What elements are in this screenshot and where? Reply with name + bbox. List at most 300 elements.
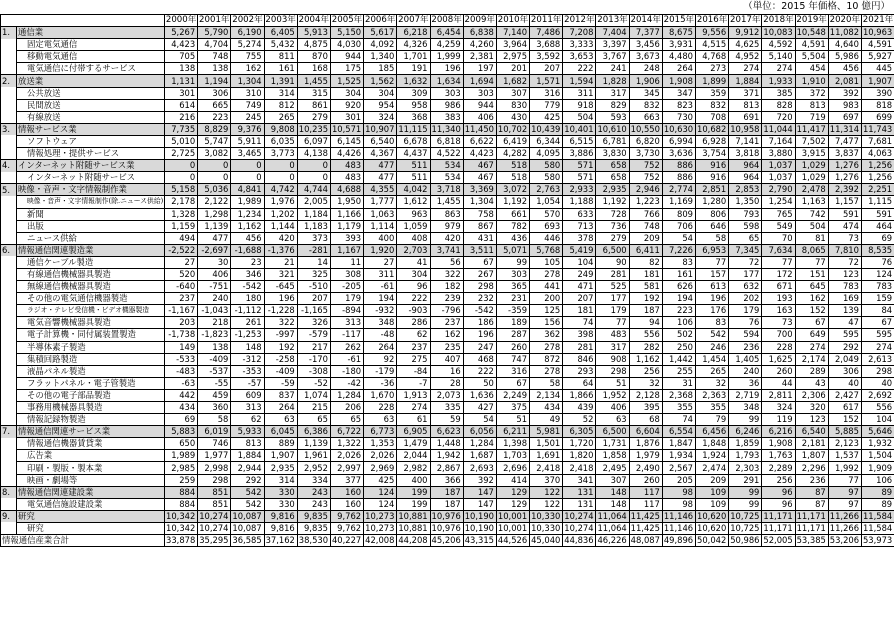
value-cell: 918 (563, 99, 596, 111)
value-cell: 1,448 (430, 438, 463, 450)
value-cell: 11,450 (463, 123, 496, 135)
value-cell: 595 (828, 329, 861, 341)
row-label: 広告業 (17, 450, 165, 462)
value-cell: 406 (198, 268, 231, 280)
row-label: 情報通信関連建設業 (17, 486, 165, 498)
value-cell: 10,571 (330, 123, 363, 135)
value-cell: 1,632 (397, 75, 430, 87)
value-cell: 782 (496, 220, 529, 232)
value-cell: 5,986 (828, 51, 861, 63)
value-cell: 0 (198, 160, 231, 172)
value-cell: 96 (397, 281, 430, 293)
value-cell: 1,304 (463, 196, 496, 208)
value-cell: 65 (330, 414, 363, 426)
value-cell: 2,303 (729, 462, 762, 474)
total-row (1, 535, 894, 547)
value-cell: 1,350 (729, 196, 762, 208)
value-cell: -117 (330, 329, 363, 341)
value-cell: 1,961 (297, 450, 330, 462)
value-cell: 542 (696, 329, 729, 341)
value-cell: 1,029 (795, 172, 828, 184)
value-cell: 68 (629, 414, 662, 426)
value-cell: 2,174 (795, 353, 828, 365)
row-number (1, 135, 17, 147)
value-cell: 6,419 (496, 135, 529, 147)
value-cell: 944 (463, 99, 496, 111)
value-cell: 595 (861, 329, 894, 341)
value-cell: 863 (430, 208, 463, 220)
value-cell: 348 (364, 317, 397, 329)
value-cell: 11,417 (795, 123, 828, 135)
value-cell: 5,933 (231, 426, 264, 438)
value-cell: 4,282 (496, 148, 529, 160)
row-number (1, 365, 17, 377)
value-cell: 964 (729, 160, 762, 172)
value-cell: 477 (364, 160, 397, 172)
value-cell: 813 (231, 438, 264, 450)
table-row (1, 402, 894, 414)
value-cell: -1,167 (165, 305, 198, 317)
value-cell: 1,059 (397, 220, 430, 232)
value-cell: 1,976 (264, 196, 297, 208)
value-cell: 1,691 (530, 450, 563, 462)
value-cell: 752 (629, 160, 662, 172)
value-cell: 502 (662, 329, 695, 341)
value-cell: 4,437 (397, 148, 430, 160)
value-cell: -751 (198, 281, 231, 293)
value-cell: 1,159 (165, 220, 198, 232)
value-cell: 104 (563, 256, 596, 268)
value-cell: 407 (430, 353, 463, 365)
value-cell: 160 (330, 498, 363, 510)
category-row (1, 123, 894, 135)
value-cell: 9,762 (330, 510, 363, 522)
value-cell: 1,162 (231, 220, 264, 232)
value-cell: 986 (430, 99, 463, 111)
value-cell: 3,818 (729, 148, 762, 160)
value-cell: 355 (662, 402, 695, 414)
value-cell: 534 (430, 172, 463, 184)
value-cell: 4,591 (861, 39, 894, 51)
value-cell: 2,381 (463, 51, 496, 63)
value-cell: 518 (496, 172, 529, 184)
value-cell: 44,208 (397, 535, 430, 547)
value-cell: 4,515 (696, 39, 729, 51)
value-cell: 11,425 (629, 510, 662, 522)
value-cell: 1,876 (629, 438, 662, 450)
value-cell: 303 (430, 87, 463, 99)
value-cell: 3,592 (530, 51, 563, 63)
value-cell: 400 (397, 474, 430, 486)
value-cell: 7,345 (729, 244, 762, 256)
value-cell: 0 (264, 172, 297, 184)
value-cell: 658 (596, 160, 629, 172)
year-header: 2012年 (564, 15, 595, 26)
value-cell: 72 (828, 256, 861, 268)
value-cell: 2,944 (231, 462, 264, 474)
value-cell: 33,878 (165, 535, 198, 547)
value-cell: 693 (530, 220, 563, 232)
value-cell: 434 (530, 402, 563, 414)
row-number (1, 377, 17, 389)
year-header: 2021年 (862, 15, 894, 26)
value-cell: 235 (430, 341, 463, 353)
value-cell: 8,675 (662, 27, 695, 39)
value-cell: -52 (297, 377, 330, 389)
value-cell: 65 (297, 414, 330, 426)
value-cell: 279 (297, 111, 330, 123)
value-cell: 1,501 (530, 438, 563, 450)
value-cell: 10,682 (696, 123, 729, 135)
value-cell: 1,162 (629, 353, 662, 365)
data-table (0, 14, 894, 547)
value-cell: 218 (198, 317, 231, 329)
value-cell: 4,092 (364, 39, 397, 51)
value-cell: 2,985 (165, 462, 198, 474)
value-cell: 1,455 (297, 75, 330, 87)
value-cell: -537 (198, 365, 231, 377)
value-cell: 256 (762, 474, 795, 486)
value-cell: 11,266 (828, 510, 861, 522)
value-cell: -84 (397, 365, 430, 377)
value-cell: 477 (364, 172, 397, 184)
value-cell: 406 (463, 111, 496, 123)
value-cell: 1,913 (397, 389, 430, 401)
value-cell: 385 (762, 87, 795, 99)
value-cell: 58 (530, 377, 563, 389)
value-cell: 1,284 (463, 438, 496, 450)
row-number (1, 208, 17, 220)
table-row (1, 389, 894, 401)
value-cell: 2,296 (795, 462, 828, 474)
value-cell: 10,620 (696, 522, 729, 534)
value-cell: 749 (231, 99, 264, 111)
value-cell: -579 (297, 329, 330, 341)
value-cell: 129 (496, 486, 529, 498)
value-cell: 1,942 (430, 450, 463, 462)
value-cell: -63 (165, 377, 198, 389)
value-cell: 1,276 (828, 172, 861, 184)
row-number (1, 341, 17, 353)
value-cell: 697 (828, 111, 861, 123)
value-cell: 3,369 (463, 184, 496, 196)
value-cell: 2,763 (530, 184, 563, 196)
value-cell: 36,585 (231, 535, 264, 547)
value-cell: 191 (397, 63, 430, 75)
value-cell: 320 (795, 402, 828, 414)
value-cell: 1,202 (264, 208, 297, 220)
value-cell: 7,502 (795, 135, 828, 147)
value-cell: 10,958 (729, 123, 762, 135)
value-cell: 10,548 (795, 27, 828, 39)
value-cell: 580 (530, 172, 563, 184)
value-cell: 249 (563, 268, 596, 280)
value-cell: 49,896 (662, 535, 695, 547)
value-cell: 2,867 (430, 462, 463, 474)
value-cell: 766 (629, 208, 662, 220)
value-cell: 77 (696, 256, 729, 268)
value-cell: -205 (330, 281, 363, 293)
value-cell: 194 (662, 293, 695, 305)
value-cell: 2,495 (596, 462, 629, 474)
value-cell: 6,344 (530, 135, 563, 147)
value-cell: 281 (563, 341, 596, 353)
value-cell: 98 (662, 486, 695, 498)
value-cell: 347 (662, 87, 695, 99)
value-cell: 7,477 (828, 135, 861, 147)
table-row (1, 196, 894, 208)
value-cell: 2,790 (762, 184, 795, 196)
value-cell: 2,418 (530, 462, 563, 474)
value-cell: 1,828 (596, 75, 629, 87)
value-cell: 2,719 (729, 389, 762, 401)
value-cell: 1,934 (662, 450, 695, 462)
value-cell: 148 (596, 486, 629, 498)
value-cell: 77 (596, 317, 629, 329)
value-cell: 6,145 (330, 135, 363, 147)
value-cell: 1,183 (297, 220, 330, 232)
value-cell: 9,835 (297, 510, 330, 522)
value-cell: 64 (563, 377, 596, 389)
value-cell: 152 (795, 305, 828, 317)
value-cell: 265 (696, 365, 729, 377)
value-cell: 83 (696, 317, 729, 329)
value-cell: 1,280 (696, 196, 729, 208)
value-cell: 72 (729, 256, 762, 268)
value-cell: 161 (264, 63, 297, 75)
value-cell: -1,253 (231, 329, 264, 341)
value-cell: 67 (795, 317, 828, 329)
value-cell: 1,884 (729, 75, 762, 87)
value-cell: 2,249 (496, 389, 529, 401)
row-number: 6. (1, 244, 17, 256)
value-cell: 420 (264, 232, 297, 244)
row-number (1, 99, 17, 111)
value-cell: 9,835 (297, 522, 330, 534)
value-cell: 7,681 (861, 135, 894, 147)
value-cell: 264 (364, 341, 397, 353)
value-cell: 633 (563, 208, 596, 220)
row-number (1, 63, 17, 75)
value-cell: 832 (629, 99, 662, 111)
value-cell: 5,617 (364, 27, 397, 39)
value-cell: 884 (165, 486, 198, 498)
value-cell: 70 (762, 232, 795, 244)
value-cell: 4,426 (330, 148, 363, 160)
value-cell: 1,114 (364, 220, 397, 232)
value-cell: 123 (795, 414, 828, 426)
value-cell: 591 (861, 208, 894, 220)
value-cell: 1,256 (861, 160, 894, 172)
value-cell: 63 (596, 414, 629, 426)
row-label: 情報処理・提供サービス (17, 148, 165, 160)
value-cell: 1,625 (762, 353, 795, 365)
value-cell: 4,688 (330, 184, 363, 196)
value-cell: 237 (430, 317, 463, 329)
value-cell: 355 (696, 402, 729, 414)
value-cell: 10,550 (629, 123, 662, 135)
value-cell: 1,989 (165, 450, 198, 462)
row-label: 研究 (17, 522, 165, 534)
value-cell: 10,190 (463, 522, 496, 534)
value-cell: 1,847 (662, 438, 695, 450)
value-cell: 377 (330, 474, 363, 486)
value-cell: 1,276 (828, 160, 861, 172)
value-cell: 742 (795, 208, 828, 220)
value-cell: 6,216 (762, 426, 795, 438)
value-cell: 157 (696, 268, 729, 280)
value-cell: 591 (828, 208, 861, 220)
value-cell: 395 (629, 402, 662, 414)
value-cell: 1,398 (496, 438, 529, 450)
value-cell: 321 (264, 268, 297, 280)
value-cell: 69 (165, 414, 198, 426)
row-label: 情報通信機器賃貸業 (17, 438, 165, 450)
value-cell: 54 (463, 414, 496, 426)
value-cell: 84 (861, 305, 894, 317)
value-cell: 2,128 (629, 389, 662, 401)
value-cell: 3,754 (696, 148, 729, 160)
value-cell: 10,401 (563, 123, 596, 135)
value-cell: 556 (629, 329, 662, 341)
value-cell: 63 (364, 414, 397, 426)
value-cell: 706 (662, 220, 695, 232)
value-cell: 51 (596, 377, 629, 389)
value-cell: 6,411 (629, 244, 662, 256)
value-cell: -353 (231, 365, 264, 377)
value-cell: 179 (330, 293, 363, 305)
value-cell: 3,773 (264, 148, 297, 160)
value-cell: 609 (231, 389, 264, 401)
value-cell: 1,298 (198, 208, 231, 220)
year-header: 2002年 (232, 15, 263, 26)
value-cell: 474 (828, 220, 861, 232)
value-cell: 593 (596, 111, 629, 123)
value-cell: 6,246 (729, 426, 762, 438)
value-cell: 7,226 (662, 244, 695, 256)
value-cell: 747 (496, 353, 529, 365)
row-number: 9. (1, 510, 17, 522)
value-cell: 6,604 (629, 426, 662, 438)
value-cell: 37,162 (264, 535, 297, 547)
value-cell: 92 (364, 353, 397, 365)
value-cell: 1,777 (364, 196, 397, 208)
value-cell: 1,054 (530, 196, 563, 208)
value-cell: 207 (530, 63, 563, 75)
value-cell: 6,305 (563, 426, 596, 438)
year-header: 2006年 (364, 15, 396, 26)
value-cell: 861 (297, 99, 330, 111)
value-cell: -359 (496, 305, 529, 317)
value-cell: 3,886 (563, 148, 596, 160)
table-row (1, 99, 894, 111)
value-cell: 181 (563, 305, 596, 317)
value-cell: 1,687 (463, 450, 496, 462)
value-cell: 36 (729, 377, 762, 389)
value-cell: 2,693 (463, 462, 496, 474)
value-cell: 6,190 (231, 27, 264, 39)
value-cell: 2,044 (397, 450, 430, 462)
row-label: インターネット附随サービス (17, 172, 165, 184)
value-cell: 661 (496, 208, 529, 220)
row-number (1, 268, 17, 280)
value-cell: 851 (198, 486, 231, 498)
value-cell: 301 (330, 111, 363, 123)
value-cell: 169 (828, 293, 861, 305)
value-cell: 6,540 (795, 426, 828, 438)
value-cell: 222 (563, 63, 596, 75)
value-cell: 4,423 (463, 148, 496, 160)
value-cell: 3,718 (430, 184, 463, 196)
value-cell: 1,169 (662, 196, 695, 208)
value-cell: 10,976 (430, 522, 463, 534)
value-cell: 571 (563, 172, 596, 184)
year-header: 2007年 (398, 15, 429, 26)
value-cell: 260 (762, 365, 795, 377)
value-cell: 829 (596, 99, 629, 111)
value-cell: 1,977 (198, 450, 231, 462)
value-cell: 10,342 (165, 522, 198, 534)
value-cell: 1,115 (861, 196, 894, 208)
value-cell: 2,474 (696, 462, 729, 474)
value-cell: 425 (530, 111, 563, 123)
value-cell: 73 (828, 232, 861, 244)
value-cell: 202 (729, 293, 762, 305)
value-cell: 0 (165, 172, 198, 184)
value-cell: 74 (662, 414, 695, 426)
value-cell: -2,697 (198, 244, 231, 256)
value-cell: 59 (430, 414, 463, 426)
value-cell: 264 (264, 402, 297, 414)
value-cell: -258 (264, 353, 297, 365)
value-cell: 317 (596, 341, 629, 353)
value-cell: 228 (762, 341, 795, 353)
value-cell: 7,140 (496, 27, 529, 39)
value-cell: 189 (496, 317, 529, 329)
value-cell: 298 (198, 474, 231, 486)
value-cell: 2,952 (297, 462, 330, 474)
value-cell: -1,823 (198, 329, 231, 341)
value-cell: 870 (297, 51, 330, 63)
value-cell: 99 (729, 498, 762, 510)
value-cell: 542 (231, 498, 264, 510)
value-cell: 161 (662, 268, 695, 280)
value-cell: 5,911 (231, 135, 264, 147)
value-cell: 6,994 (662, 135, 695, 147)
value-cell: 151 (795, 268, 828, 280)
value-cell: 7,164 (762, 135, 795, 147)
value-cell: 459 (198, 389, 231, 401)
value-cell: 192 (264, 341, 297, 353)
value-cell: 408 (397, 232, 430, 244)
value-cell: -1,228 (264, 305, 297, 317)
value-cell: 542 (231, 486, 264, 498)
value-cell: 700 (762, 329, 795, 341)
value-cell: -409 (264, 365, 297, 377)
value-cell: 2,774 (662, 184, 695, 196)
value-cell: 3,082 (198, 148, 231, 160)
value-cell: 7,810 (828, 244, 861, 256)
value-cell: 2,933 (563, 184, 596, 196)
value-cell: 456 (231, 232, 264, 244)
value-cell: 483 (330, 160, 363, 172)
value-cell: 304 (364, 87, 397, 99)
value-cell: 534 (430, 160, 463, 172)
value-cell: 255 (662, 365, 695, 377)
row-number: 5. (1, 184, 17, 196)
value-cell: 182 (430, 281, 463, 293)
value-cell: 96 (762, 498, 795, 510)
